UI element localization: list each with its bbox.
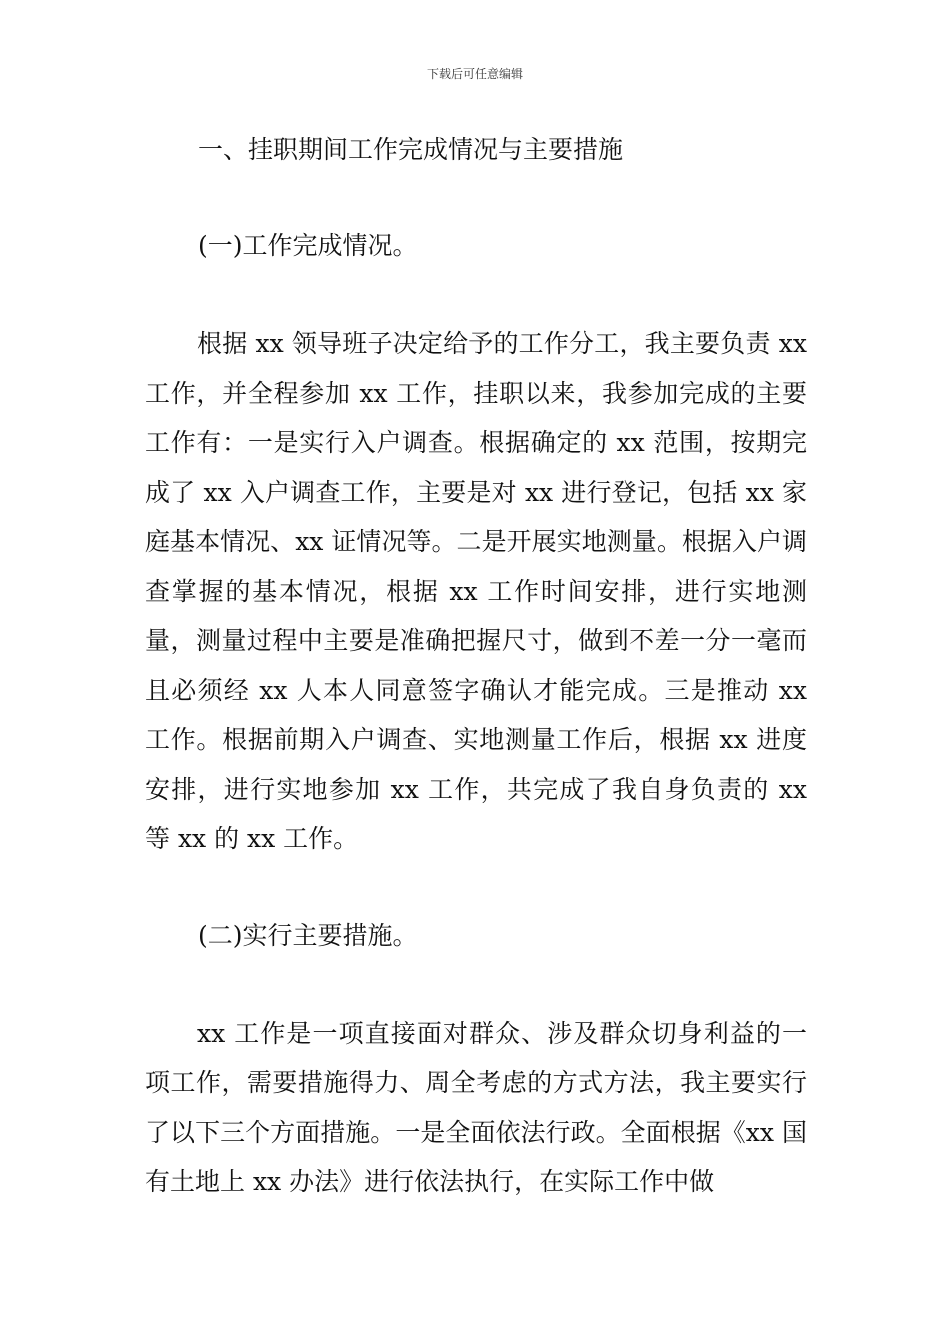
- paragraph-main-measures: xx 工作是一项直接面对群众、涉及群众切身利益的一项工作，需要措施得力、周全考虑的方式方法，我主要实行了以下三个方面措施。一是全面依法行政。全面根据《xx 国有土地上 xx 办法》进行依法执行，在实际工作中做: [145, 1018, 807, 1196]
- subsection-heading-main-measures: (二)实行主要措施。: [198, 920, 418, 950]
- section-heading: 一、挂职期间工作完成情况与主要措施: [198, 135, 624, 164]
- document-body: [145, 130, 807, 1207]
- subsection-heading-work-completion: (一)工作完成情况。: [198, 231, 418, 260]
- running-header: 下载后可任意编辑: [426, 67, 523, 81]
- paragraph-work-completion: 根据 xx 领导班子决定给予的工作分工，我主要负责 xx 工作，并全程参加 xx 工作，挂职以来，我参加完成的主要工作有：一是实行入户调查。根据确定的 xx 范围，按期完成了 xx 入户调查工作，主要是对 xx 进行登记，包括 xx 家庭基本情况、xx 证情况等。二是开展实地测量。根据入户调查掌握的基本情况，根据 xx 工作时间安排，进行实地测量，测量过程中主要是准确把握尺寸，做到不差一分一毫而且必须经 xx 人本人同意签字确认才能完成。三是推动 xx 工作。根据前期入户调查、实地测量工作后，根据 xx 进度安排，进行实地参加 xx 工作，共完成了我自身负责的 xx 等 xx 的 xx 工作。: [145, 329, 807, 853]
